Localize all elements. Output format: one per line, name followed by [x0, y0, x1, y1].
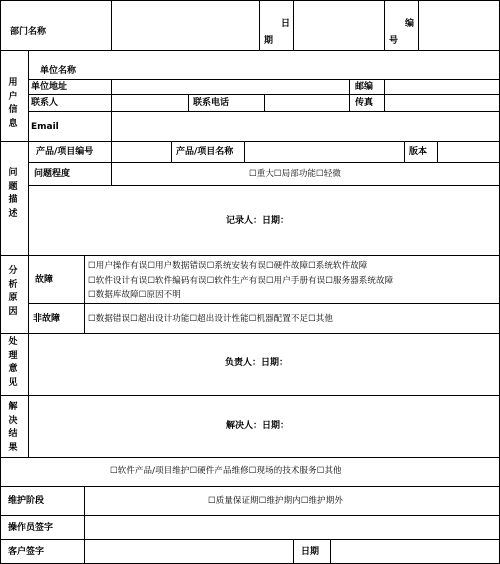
fault-options-line1[interactable]: ☐用户操作有误☐用户数据错误☐系统安装有误☐硬件故障☐系统软件故障 [88, 261, 368, 271]
service-options[interactable]: ☐软件产品/项目维护☐硬件产品维修☐现场的技术服务☐其他 [110, 466, 342, 476]
operator-signature-label: 操作员签字 [8, 523, 54, 533]
fax-label: 传真 [355, 98, 374, 108]
recorder-date: 记录人：日期： [226, 216, 290, 226]
customer-signature-label: 客户签字 [8, 547, 45, 557]
section-problem: 问 题 描 述 [8, 168, 18, 219]
fault-options-line2[interactable]: ☐软件设计有误☐软件编码有误☐软件生产有误☐用户手册有误☐服务器系统故障 [88, 276, 394, 286]
contact-label: 联系人 [31, 98, 59, 108]
postcode-label: 邮编 [355, 82, 374, 92]
number-label-bottom: 号 [389, 36, 399, 46]
date-label-bottom: 期 [264, 36, 274, 46]
section-analysis: 分 析 原 因 [8, 266, 18, 317]
product-id-label: 产品/项目编号 [36, 147, 94, 157]
fault-options-line3[interactable]: ☐数据库故障☐原因不明 [88, 290, 181, 300]
nonfault-label: 非故障 [33, 314, 61, 324]
signature-date-label: 日期 [301, 547, 320, 557]
maintenance-label: 维护阶段 [8, 496, 45, 506]
severity-options[interactable]: ☐重大☐局部功能☐轻微 [249, 169, 341, 179]
unit-name-label: 单位名称 [40, 66, 77, 76]
unit-address-label: 单位地址 [31, 82, 68, 92]
section-handling: 处 理 意 见 [8, 337, 18, 388]
nonfault-options[interactable]: ☐数据错误☐超出设计功能☐超出设计性能☐机器配置不足☐其他 [88, 314, 334, 324]
date-label-top: 日 [281, 19, 291, 29]
number-label-top: 编 [405, 19, 415, 29]
section-user-info: 用 户 信 息 [8, 78, 18, 129]
version-label: 版本 [409, 147, 428, 157]
product-name-label: 产品/项目名称 [176, 147, 234, 157]
section-resolution: 解 决 结 果 [8, 402, 18, 453]
fault-label: 故障 [35, 275, 54, 285]
severity-label: 问题程度 [34, 169, 71, 179]
phone-label: 联系电话 [193, 98, 230, 108]
dept-name-label: 部门名称 [10, 27, 47, 37]
resolver-date: 解决人：日期： [226, 421, 290, 431]
owner-date: 负责人：日期： [225, 358, 289, 368]
email-label: Email [31, 122, 59, 132]
maintenance-options[interactable]: ☐质量保证期☐维护期内☐维护期外 [208, 496, 343, 506]
